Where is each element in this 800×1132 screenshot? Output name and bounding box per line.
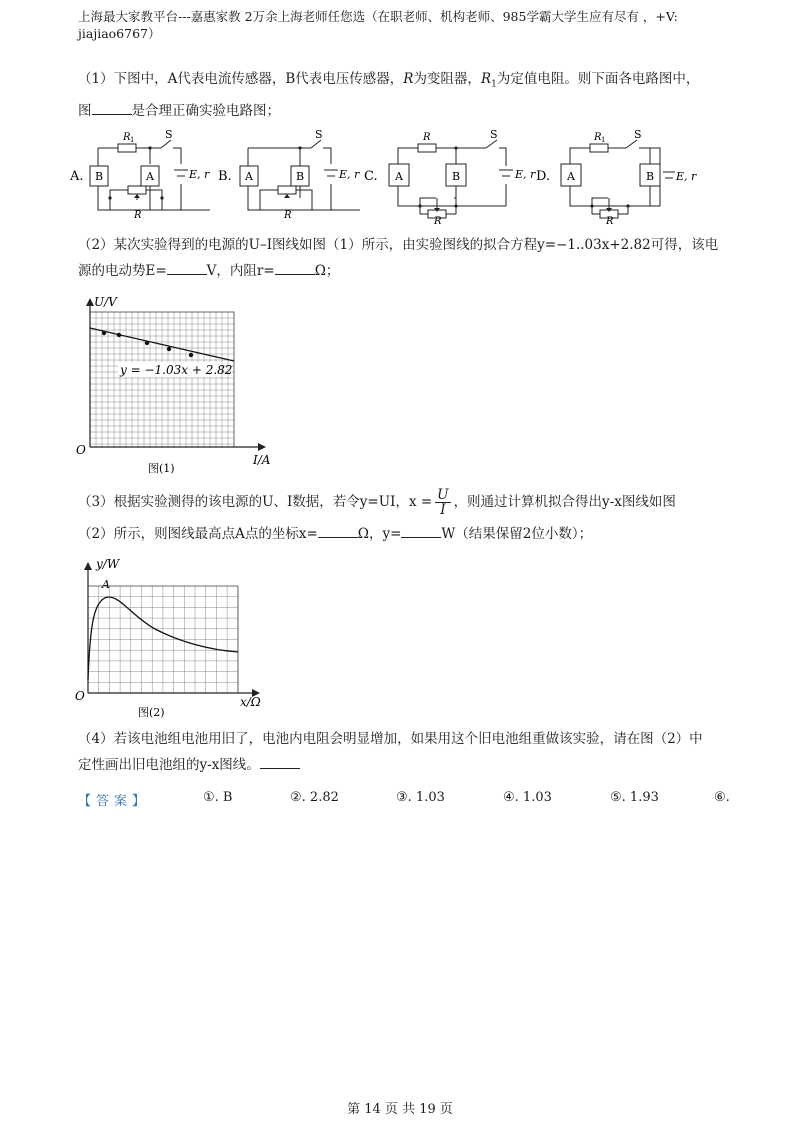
q2-text-c: Ω； <box>314 263 340 279</box>
q3-text-b: ，则通过计算机拟合得出y-x图线如图 <box>453 494 676 510</box>
circuit-d-r1-sub: 1 <box>601 136 606 144</box>
circuit-c-box-b: B <box>452 170 461 183</box>
q4-line-2 <box>78 752 728 778</box>
circuit-c <box>364 128 536 224</box>
option-c-label: C. <box>364 169 378 184</box>
circuit-c-r-label: R <box>434 216 442 224</box>
circuit-a-er-label: E, r <box>189 168 210 181</box>
answer-blank-2[interactable] <box>167 260 207 275</box>
circuit-c-box-a: A <box>395 170 403 183</box>
figure-2-peak-label: A <box>102 578 110 591</box>
q1-text-e: 是合理正确实验电路图； <box>131 102 280 119</box>
figure-1-equation: y = −1.03x + 2.82 <box>120 363 233 377</box>
answer-blank-4[interactable] <box>318 523 358 538</box>
q1-line-2 <box>78 98 728 124</box>
q1-text-c: 为定值电阻。则下面各电路图中， <box>496 71 700 87</box>
figure-1-data-point <box>189 353 193 357</box>
page-header <box>78 8 738 42</box>
figure-1-y-label: U/V <box>94 295 117 309</box>
q3-text-e: W（结果保留2位小数）； <box>441 526 593 542</box>
figure-1-origin: O <box>76 443 86 457</box>
circuit-c-s-label: S <box>490 128 498 141</box>
figure-2-yx-graph <box>70 554 280 724</box>
q3-text-c: （2）所示，则图线最高点A点的坐标x= <box>78 526 318 542</box>
circuit-b-r-label: R <box>284 210 292 221</box>
figure-2-x-label: x/Ω <box>240 695 261 709</box>
circuit-c-r-top-label: R <box>423 132 431 143</box>
q1-var-r1: R <box>480 71 492 87</box>
circuit-d-r1-label: R <box>594 132 602 143</box>
figure-1-ui-graph <box>70 292 290 477</box>
figure-1-data-point <box>102 331 106 335</box>
q4-text-a: 定性画出旧电池组的y-x图线。 <box>78 757 260 773</box>
figure-1-grid <box>90 312 234 447</box>
figure-2-caption: 图(2) <box>138 706 165 719</box>
circuit-b-s-label: S <box>315 128 323 141</box>
q4-line-1: （4）若该电池组电池用旧了，电池内电阻会明显增加，如果用这个旧电池组重做该实验，请在图（2）中 <box>78 731 703 747</box>
q1-text-d: 图 <box>78 102 92 119</box>
answer-blank-6[interactable] <box>260 754 300 769</box>
q3-text-d: Ω，y= <box>357 526 402 542</box>
question-4 <box>78 726 728 778</box>
figure-1-x-arrow <box>258 443 266 451</box>
question-1 <box>78 66 728 124</box>
circuit-b-box-a: A <box>245 170 253 183</box>
q3-fraction-denominator: I <box>440 502 446 518</box>
answer-item-5: ⑤. 1.93 <box>610 790 659 805</box>
q1-var-r: R <box>403 71 414 87</box>
answer-item-2: ②. 2.82 <box>290 790 339 805</box>
circuit-d-er-label: E, r <box>676 170 697 183</box>
q2-text-a: 源的电动势E= <box>78 263 167 279</box>
answer-item-4: ④. 1.03 <box>503 790 552 805</box>
answer-label: 【答案】 <box>78 794 151 809</box>
figure-1-data-point <box>145 341 149 345</box>
q3-text-a: （3）根据实验测得的该电源的U、I数据，若令y=UI，x = <box>78 494 433 510</box>
q2-line-1: （2）某次实验得到的电源的U–I图线如图（1）所示，由实验图线的拟合方程y=−1..03x+2.82可得，该电 <box>78 237 719 253</box>
figure-1-data-point <box>167 347 171 351</box>
figure-1-caption: 图(1) <box>148 462 175 475</box>
q2-line-2 <box>78 258 728 284</box>
circuit-b-er-label: E, r <box>339 168 360 181</box>
figure-1-y-arrow <box>86 298 94 306</box>
figure-1-data-point <box>117 333 121 337</box>
q3-fraction <box>435 488 450 517</box>
circuit-d <box>536 128 697 224</box>
header-line-2: jiajiao6767） <box>78 26 161 41</box>
figure-2-grid <box>88 586 238 693</box>
q1-line-1 <box>78 66 728 98</box>
header-line-1: 上海最大家教平台---嘉惠家教 2万余上海老师任您选（在职老师、机构老师、985学霸大学生应有尽有 ，+V: <box>78 9 678 24</box>
circuit-b-box-b: B <box>296 170 305 183</box>
circuit-d-r-label: R <box>606 216 614 224</box>
q1-var-r1-sub: 1 <box>491 79 497 90</box>
q3-line-2 <box>78 521 728 547</box>
answer-blank-5[interactable] <box>401 523 441 538</box>
circuit-a-r-label: R <box>134 210 142 221</box>
circuit-b <box>218 128 360 221</box>
answer-item-3: ③. 1.03 <box>396 790 445 805</box>
circuit-a-box-a: A <box>146 170 154 183</box>
circuit-a-s-label: S <box>165 128 173 141</box>
q2-text-b: V，内阻r= <box>206 263 275 279</box>
circuit-a-r1-label: R <box>123 132 131 143</box>
circuit-options-figure <box>70 128 730 224</box>
circuit-c-er-label: E, r <box>515 168 536 181</box>
answer-item-1: ①. B <box>203 790 233 805</box>
option-a-label: A. <box>70 169 84 184</box>
figure-2-y-arrow <box>84 562 92 570</box>
circuit-a-box-b: B <box>95 170 104 183</box>
figure-2-origin: O <box>75 689 85 703</box>
option-b-label: B. <box>218 169 232 184</box>
q3-line-1 <box>78 487 728 517</box>
option-d-label: D. <box>536 169 551 184</box>
answer-blank-1[interactable] <box>92 100 132 115</box>
q1-text-b: 为变阻器， <box>413 71 481 87</box>
question-2 <box>78 232 728 284</box>
question-3 <box>78 487 728 547</box>
circuit-d-box-a: A <box>567 170 575 183</box>
answer-item-6: ⑥. <box>714 790 730 805</box>
q1-text-a: （1）下图中，A代表电流传感器，B代表电压传感器， <box>78 71 404 87</box>
answer-blank-3[interactable] <box>275 260 315 275</box>
circuit-a-r1-sub: 1 <box>130 136 135 144</box>
circuit-d-box-b: B <box>646 170 655 183</box>
figure-1-x-label: I/A <box>253 453 271 467</box>
q3-fraction-numerator: U <box>437 487 449 503</box>
page-footer: 第 14 页 共 19 页 <box>347 1102 453 1117</box>
figure-2-y-label: y/W <box>96 557 120 571</box>
circuit-d-s-label: S <box>634 128 642 141</box>
